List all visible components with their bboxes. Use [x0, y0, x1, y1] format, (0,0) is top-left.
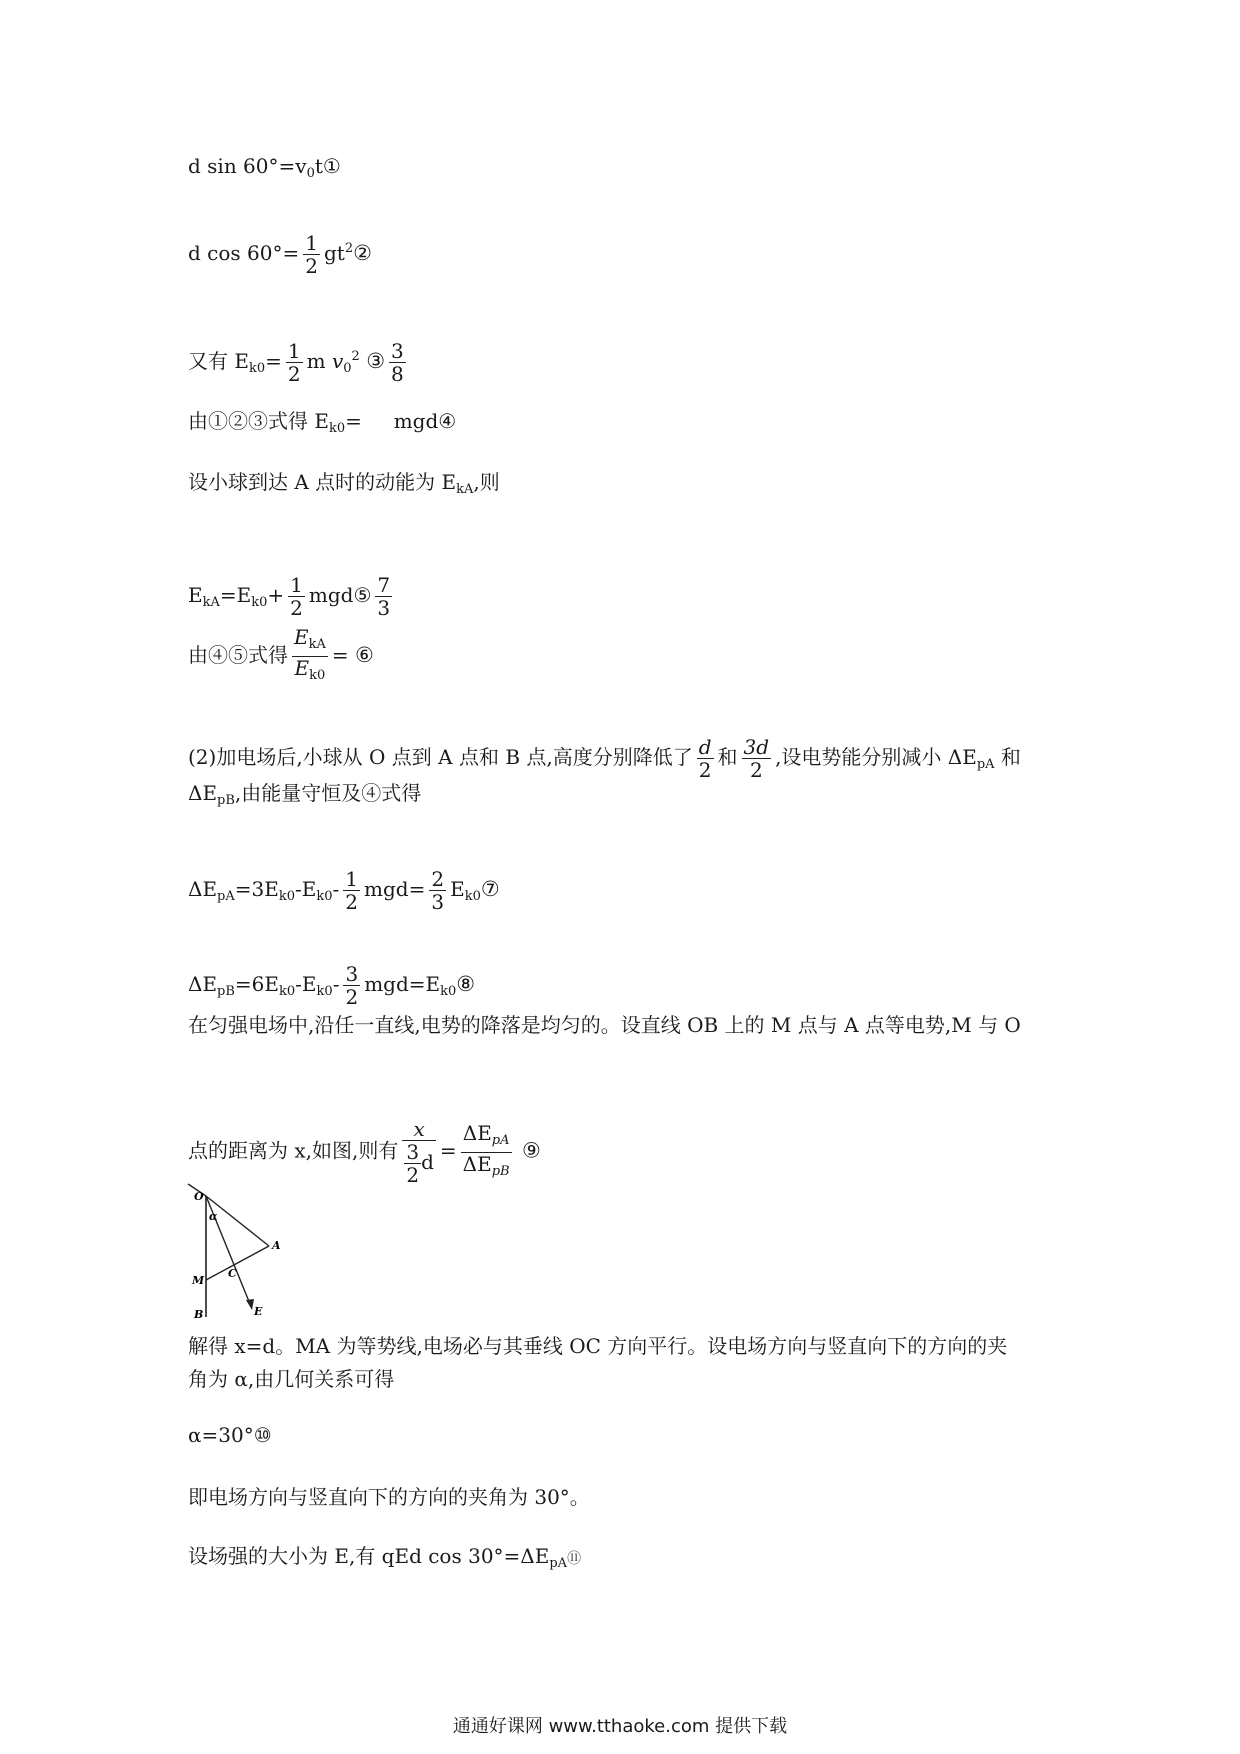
text: ΔE — [462, 1120, 492, 1145]
numerator: 3 — [406, 1140, 420, 1164]
text: m — [306, 349, 326, 373]
circle-num: ⑦ — [480, 877, 500, 901]
numerator: 1 — [305, 231, 318, 255]
sub: k0 — [316, 889, 333, 904]
text: =6E — [234, 972, 280, 996]
sub: pB — [491, 1163, 510, 1179]
label-M: M — [192, 1274, 205, 1287]
sub: k0 — [440, 984, 457, 999]
sub: pA — [217, 889, 235, 904]
denominator: 2 — [287, 362, 301, 386]
label-B: B — [194, 1308, 204, 1321]
text: 由①②③式得 E — [188, 409, 329, 433]
text: = — [439, 1138, 457, 1163]
text-line-9 — [188, 780, 421, 814]
text: = — [331, 643, 349, 667]
circle-num: ⑨ — [521, 1138, 541, 1163]
text: - — [332, 877, 340, 901]
text: 角为 α,由几何关系可得 — [188, 1367, 395, 1391]
denominator: 2 — [345, 985, 359, 1009]
sub: pB — [217, 984, 235, 999]
text: mgd= — [364, 877, 426, 901]
text-line-8 — [188, 736, 1021, 781]
text: - — [332, 972, 340, 996]
text: ΔE — [188, 972, 218, 996]
numerator: x — [402, 1118, 436, 1141]
sub: pA — [976, 757, 995, 772]
text: ,由能量守恒及④式得 — [234, 781, 422, 805]
text-line-15 — [188, 1366, 394, 1392]
text: ΔE — [462, 1151, 492, 1176]
sub: k0 — [279, 984, 296, 999]
sub: k0 — [464, 889, 481, 904]
numerator: 3d — [743, 735, 770, 759]
sub: kA — [202, 595, 220, 610]
sup: 2 — [351, 349, 360, 364]
text: d sin 60°=v — [188, 154, 307, 178]
denominator — [461, 1153, 512, 1183]
fraction-7-3 — [375, 574, 392, 619]
text: = — [265, 349, 282, 373]
eq-3 — [188, 340, 410, 385]
eq-4 — [188, 408, 456, 442]
E-symbol: E — [294, 656, 310, 680]
sub: k0 — [328, 421, 346, 436]
text: d — [421, 1150, 434, 1174]
label-alpha: α — [209, 1210, 218, 1223]
text: =3E — [234, 877, 279, 901]
numerator: 7 — [377, 573, 391, 597]
fraction-3-2 — [404, 1141, 421, 1186]
denominator: 3 — [377, 596, 391, 620]
sub: kA — [456, 482, 474, 497]
geometry-figure — [186, 1182, 286, 1322]
denominator — [292, 657, 328, 687]
text: 设小球到达 A 点时的动能为 E — [188, 470, 457, 494]
numerator: 3 — [391, 339, 404, 363]
numerator: 1 — [290, 573, 303, 597]
eq-9 — [188, 1118, 541, 1186]
eq-2 — [188, 232, 372, 277]
label-A: A — [272, 1239, 281, 1252]
page-footer: 通通好课网 www.tthaoke.com 提供下载 — [452, 1716, 788, 1737]
text: ,设电势能分别减小 ΔE — [775, 745, 977, 769]
E-symbol: E — [294, 625, 309, 649]
fraction-EkA-Ek0 — [292, 626, 328, 687]
fraction-2-3 — [429, 868, 446, 913]
sub: k0 — [251, 595, 268, 610]
eq-5 — [188, 574, 396, 619]
label-E: E — [254, 1305, 263, 1318]
fraction-half — [288, 574, 305, 619]
fraction-d-2 — [697, 736, 714, 781]
text: ΔE — [188, 877, 218, 901]
text: mgd⑤ — [308, 583, 372, 607]
numerator: 3 — [345, 962, 359, 986]
text: α=30°⑩ — [188, 1423, 272, 1447]
denominator: 2 — [290, 596, 303, 620]
denominator: 8 — [391, 362, 404, 386]
circle-num: ⑪ — [567, 1551, 582, 1567]
text: 由④⑤式得 — [188, 643, 288, 667]
fraction-x-over-3d2 — [402, 1118, 436, 1186]
denominator — [402, 1141, 436, 1186]
text: (2)加电场后,小球从 O 点到 A 点和 B 点,高度分别降低了 — [188, 745, 693, 769]
text: 点的距离为 x,如图,则有 — [188, 1138, 399, 1163]
text: 即电场方向与竖直向下的方向的夹角为 30°。 — [188, 1485, 590, 1509]
sub: 0 — [343, 361, 352, 376]
numerator — [292, 626, 328, 657]
label-C: C — [228, 1267, 237, 1280]
denominator: 2 — [406, 1163, 420, 1187]
text: =E — [219, 583, 252, 607]
fraction-half — [303, 232, 320, 277]
eq-6 — [188, 626, 374, 687]
sub: pA — [491, 1132, 510, 1148]
fraction-half — [343, 868, 360, 913]
text: = — [345, 409, 362, 433]
text: 在匀强电场中,沿任一直线,电势的降落是均匀的。设直线 OB 上的 M 点与 A 点等电势,M 与 O — [188, 1013, 1021, 1037]
text: -E — [295, 972, 317, 996]
text: ,则 — [473, 470, 500, 494]
numerator: 2 — [431, 867, 445, 891]
text-line-5 — [188, 469, 500, 503]
text: gt — [323, 241, 345, 265]
circle-num: ⑥ — [355, 643, 374, 667]
text: 和 — [717, 745, 738, 769]
numerator: 1 — [287, 339, 301, 363]
numerator: d — [698, 735, 712, 759]
text: mgd=E — [364, 972, 441, 996]
text-line-17 — [188, 1484, 590, 1510]
denominator: 2 — [698, 758, 712, 782]
text: E — [450, 877, 465, 901]
fraction-3-2 — [343, 963, 360, 1008]
text: 和 — [1000, 745, 1021, 769]
denominator: 2 — [305, 254, 318, 278]
text: t① — [314, 154, 341, 178]
fraction-3-8 — [389, 340, 406, 385]
text-line-12 — [188, 1012, 1021, 1038]
sub: k0 — [316, 984, 333, 999]
denominator: 3 — [431, 890, 445, 914]
text: d cos 60°= — [188, 241, 300, 265]
text-line-14 — [188, 1333, 1007, 1359]
text: E — [188, 583, 203, 607]
numerator: 1 — [345, 867, 359, 891]
circle-num: ③ — [366, 349, 386, 373]
text: -E — [295, 877, 317, 901]
fraction-3d-2 — [742, 736, 772, 781]
eq-1 — [188, 153, 341, 187]
fraction-half — [286, 340, 303, 385]
sub: k0 — [278, 889, 296, 904]
arrow-head-icon — [246, 1299, 254, 1310]
eq-7 — [188, 868, 500, 913]
v-symbol: v — [331, 349, 344, 373]
sub: 0 — [306, 166, 315, 181]
denominator: 2 — [749, 758, 763, 782]
sub: kA — [308, 637, 326, 652]
sub: pB — [217, 793, 235, 808]
text: ΔE — [188, 781, 218, 805]
label-O: O — [194, 1190, 204, 1203]
sub: k0 — [309, 668, 326, 683]
eq-8 — [188, 963, 475, 1008]
sub: pA — [549, 1556, 568, 1571]
text: mgd④ — [393, 409, 457, 433]
circle-num: ⑧ — [456, 972, 476, 996]
eq-11 — [188, 1543, 581, 1577]
sub: k0 — [248, 361, 266, 376]
circle-num: ② — [353, 241, 372, 265]
denominator: 2 — [345, 890, 359, 914]
sup: 2 — [344, 241, 354, 256]
eq-10 — [188, 1422, 272, 1448]
text: 设场强的大小为 E,有 qEd cos 30°=ΔE — [188, 1544, 550, 1568]
numerator — [461, 1122, 512, 1153]
fraction-dEpA-dEpB — [461, 1122, 512, 1183]
text: + — [267, 583, 285, 607]
text: 又有 E — [188, 349, 249, 373]
text: 解得 x=d。MA 为等势线,电场必与其垂线 OC 方向平行。设电场方向与竖直向下的方向的夹 — [188, 1334, 1008, 1358]
